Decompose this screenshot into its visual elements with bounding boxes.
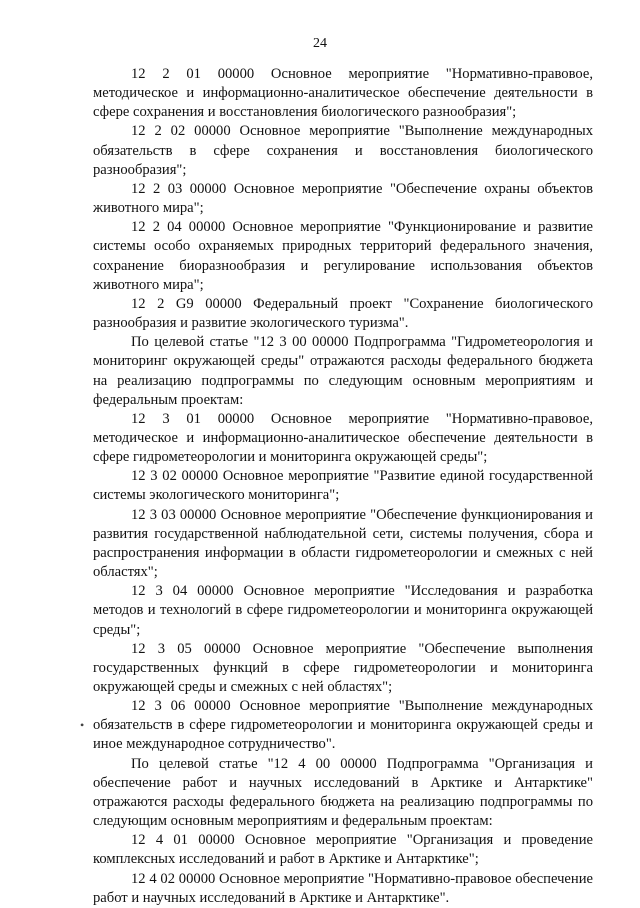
document-body — [93, 65, 593, 908]
paragraph: 12 2 03 00000 Основное мероприятие "Обеспечение охраны объектов животного мира"; — [93, 180, 593, 217]
paragraph: По целевой статье "12 3 00 00000 Подпрограмма "Гидрометеорология и мониторинг окружающей среды" отражаются расходы федерального бюджета на реализацию подпрограммы по следующим основным мероприятиям и федеральным проектам: — [93, 334, 593, 408]
paragraph: 12 3 04 00000 Основное мероприятие "Исследования и разработка методов и технологий в сфере гидрометеорологии и мониторинга окружающей среды"; — [93, 583, 593, 638]
paragraph: 12 3 06 00000 Основное мероприятие "Выполнение международных обязательств в сфере гидрометеорологии и мониторинга окружающей среды и иное международное сотрудничество". — [93, 698, 593, 753]
margin-dot: • — [80, 718, 85, 732]
paragraph: 12 2 G9 00000 Федеральный проект "Сохранение биологического разнообразия и развитие экологического туризма". — [93, 295, 593, 332]
paragraph: 12 3 01 00000 Основное мероприятие "Нормативно-правовое, методическое и информационно-аналитическое обеспечение деятельности в сфере гидрометеорологии и мониторинга окружающей среды"; — [93, 410, 593, 466]
paragraph: 12 4 02 00000 Основное мероприятие "Нормативно-правовое обеспечение работ и научных исследований в Арктике и Антарктике". — [93, 870, 593, 906]
paragraph: 12 3 03 00000 Основное мероприятие "Обеспечение функционирования и развития государственной наблюдательной сети, системы получения, сбора и распространения информации в области гидрометеорологии и смежных с ней областях"; — [93, 506, 593, 581]
paragraph: 12 2 04 00000 Основное мероприятие "Функционирование и развитие системы особо охраняемых природных территорий федерального значения, сохранение биоразнообразия и регулирование использования объектов животного мира"; — [93, 219, 593, 293]
paragraph: 12 3 02 00000 Основное мероприятие "Развитие единой государственной системы экологического мониторинга"; — [93, 468, 593, 504]
paragraph: 12 3 05 00000 Основное мероприятие "Обеспечение выполнения государственных функций в сфере гидрометеорологии и мониторинга окружающей среды и смежных с ней областях"; — [93, 640, 593, 695]
paragraph: 12 4 01 00000 Основное мероприятие "Организация и проведение комплексных исследований и работ в Арктике и Антарктике"; — [93, 832, 593, 868]
paragraph: По целевой статье "12 4 00 00000 Подпрограмма "Организация и обеспечение работ и научных исследований в Арктике и Антарктике" отражаются расходы федерального бюджета на реализацию подпрограммы по следующим основным мероприятиям и федеральным проектам: — [93, 755, 593, 830]
paragraph: 12 2 01 00000 Основное мероприятие "Нормативно-правовое, методическое и информационно-аналитическое обеспечение деятельности в сфере сохранения и восстановления биологического разнообразия"; — [93, 66, 593, 121]
paragraph: 12 2 02 00000 Основное мероприятие "Выполнение международных обязательств в сфере сохранения и восстановления биологического разнообразия"; — [93, 123, 593, 178]
page-number: 24 — [313, 36, 327, 51]
